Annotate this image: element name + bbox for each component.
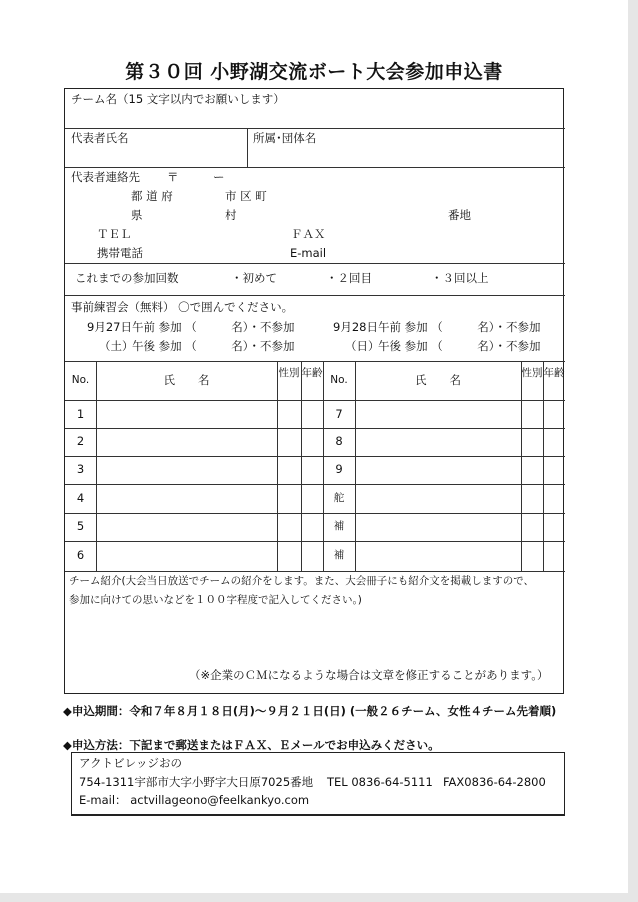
divider: [65, 128, 565, 129]
postal-mark: 〒: [167, 170, 179, 184]
participation-second: ・２回目: [326, 271, 372, 285]
tel-label: ＴＥＬ: [97, 227, 132, 241]
team-name-label: チーム名（15 文字以内でお願いします）: [71, 92, 285, 106]
prefecture-label-2: 県: [131, 208, 143, 222]
divider: [65, 428, 565, 429]
practice-date-sun: 9月28日: [333, 320, 378, 334]
divider: [301, 361, 302, 571]
divider: [96, 361, 97, 571]
application-method: ◆申込方法：下記まで郵送またはＦＡＸ、Ｅメールでお申込みください。: [63, 738, 440, 752]
member-no-header-right: No.: [330, 374, 348, 386]
divider: [247, 128, 248, 167]
divider: [65, 400, 565, 401]
fax-label: ＦＡＸ: [291, 227, 326, 241]
participation-label: これまでの参加回数: [75, 271, 179, 285]
rep-name-label: 代表者氏名: [71, 131, 129, 145]
divider: [543, 361, 544, 571]
member-row-no-right: 7: [335, 407, 343, 421]
divider: [521, 361, 522, 571]
member-name-header: 氏 名: [163, 373, 210, 387]
member-sex-header-right: 性別: [521, 367, 543, 379]
divider: [65, 263, 565, 264]
practice-day-sat: （土）: [99, 339, 134, 353]
practice-sat-am: 午前 参加 （ 名）・不参加: [132, 320, 295, 334]
divider: [65, 167, 565, 168]
practice-sat-pm: 午後 参加 （ 名）・不参加: [132, 339, 295, 353]
village-label: 村: [225, 208, 237, 222]
contact-address: 754-1311宇部市大字小野字大日原7025番地: [79, 775, 314, 789]
member-row-no-right: 舵: [333, 492, 345, 504]
practice-sun-am: 午前 参加 （ 名）・不参加: [378, 320, 541, 334]
page-shadow-bottom: [0, 893, 638, 902]
divider: [65, 571, 565, 572]
intro-line-2: 参加に向けての思いなどを１００字程度で記入してください。): [69, 594, 362, 606]
city-label: 市 区 町: [225, 189, 267, 203]
divider: [65, 295, 565, 296]
intro-note: （※企業のＣＭになるような場合は文章を修正することがあります。）: [189, 668, 549, 682]
member-row-no-right: 8: [335, 434, 343, 448]
intro-line-1: チーム紹介(大会当日放送でチームの紹介をします。また、大会冊子にも紹介文を掲載しますので、: [69, 575, 535, 587]
member-row-no: 5: [76, 519, 85, 533]
member-row-no: 4: [76, 491, 85, 505]
member-row-no: 6: [76, 548, 85, 562]
form-title: 第３０回 小野湖交流ボート大会参加申込書: [125, 61, 503, 83]
member-age-header: 年齢: [301, 367, 323, 379]
member-name-header-right: 氏 名: [415, 373, 461, 387]
postal-dash: ー: [213, 170, 225, 184]
divider: [65, 513, 565, 514]
application-form: [64, 88, 564, 694]
member-row-no-right: 補: [333, 520, 345, 532]
contact-org: アクトビレッジおの: [79, 756, 183, 770]
divider: [65, 484, 565, 485]
divider: [65, 361, 565, 362]
participation-first: ・初めて: [231, 271, 277, 285]
member-row-no: 2: [76, 434, 85, 448]
mobile-label: 携帯電話: [97, 246, 143, 260]
member-row-no-right: 9: [335, 462, 343, 476]
member-row-no: 3: [76, 462, 85, 476]
divider: [65, 456, 565, 457]
divider: [277, 361, 278, 571]
member-sex-header: 性別: [278, 367, 300, 379]
member-age-header-right: 年齢: [543, 367, 565, 379]
page-shadow-right: [628, 0, 638, 902]
member-row-no: 1: [76, 407, 85, 421]
contact-tel: TEL 0836-64-5111: [327, 775, 433, 789]
practice-date-sat: 9月27日: [87, 320, 132, 334]
application-period: ◆申込期間：令和７年８月１８日(月)〜９月２１日(日) (一般２６チーム、女性４チーム先着順): [63, 704, 557, 718]
banchi-label: 番地: [448, 208, 471, 222]
divider: [355, 361, 356, 571]
affiliation-label: 所属･団体名: [253, 131, 317, 145]
email-label: E-mail: [290, 246, 327, 260]
member-row-no-right: 補: [333, 549, 345, 561]
contact-label: 代表者連絡先: [71, 170, 140, 184]
prefecture-label: 都 道 府: [131, 189, 173, 203]
practice-sun-pm: 午後 参加 （ 名）・不参加: [378, 339, 541, 353]
practice-day-sun: （日）: [345, 339, 380, 353]
divider: [65, 541, 565, 542]
member-no-header: No.: [71, 374, 90, 386]
contact-fax: FAX0836-64-2800: [443, 775, 546, 789]
practice-header: 事前練習会（無料） 〇で囲んでください。: [71, 300, 294, 314]
contact-email: E-mail： actvillageono@feelkankyo.com: [79, 793, 310, 807]
participation-third: ・３回以上: [431, 271, 489, 285]
contact-box: [71, 752, 565, 816]
